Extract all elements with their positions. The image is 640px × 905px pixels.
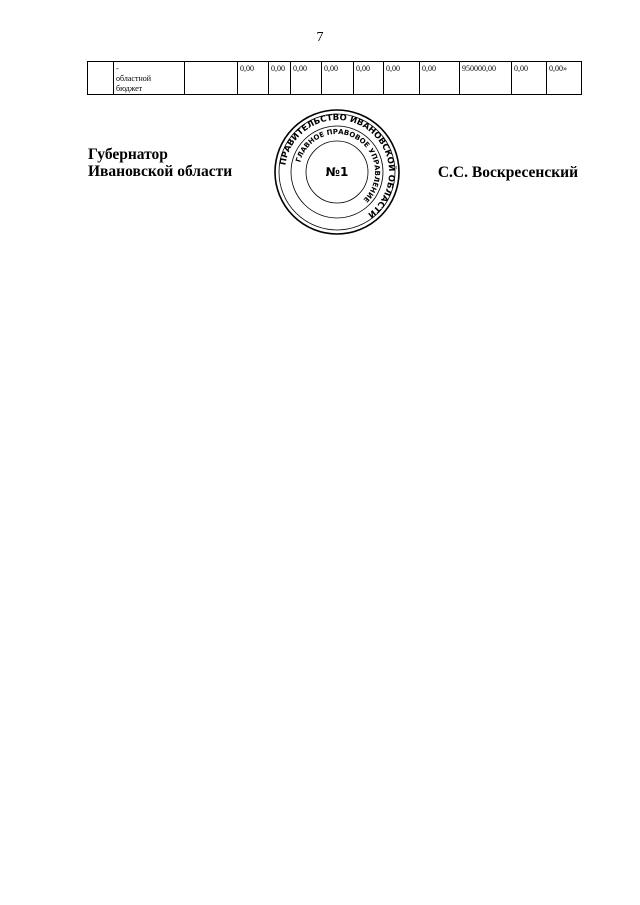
budget-table [87, 61, 582, 95]
table-cell-value: 0,00 [420, 62, 460, 95]
table-cell-value: 0,00 [291, 62, 322, 95]
table-cell-value: 950000,00 [460, 62, 512, 95]
official-seal [272, 107, 402, 237]
table-cell-value: 0,00 [238, 62, 269, 95]
table-row [88, 62, 582, 95]
signature-title [88, 146, 232, 180]
label-dash: - [116, 64, 119, 73]
seal-center-text: №1 [325, 165, 349, 179]
table-cell-value: 0,00 [512, 62, 547, 95]
table-cell-value: 0,00» [547, 62, 582, 95]
label-word-1: областной [116, 74, 152, 83]
seal-inner-text: ГЛАВНОЕ ПРАВОВОЕ УПРАВЛЕНИЕ [294, 127, 382, 204]
signature-name: С.С. Воскресенский [437, 164, 578, 181]
signature-title-line-2: Ивановской области [88, 163, 233, 180]
page-number: 7 [316, 30, 324, 45]
seal-outer-text: ПРАВИТЕЛЬСТВО ИВАНОВСКОЙ ОБЛАСТИ [278, 112, 397, 220]
table-cell-label [114, 62, 185, 95]
table-cell-value: 0,00 [384, 62, 420, 95]
table-cell-empty [185, 62, 238, 95]
table-cell-value: 0,00 [322, 62, 354, 95]
signature-title-line-1: Губернатор [88, 146, 168, 163]
label-word-2: бюджет [116, 84, 143, 93]
table-cell-value: 0,00 [354, 62, 384, 95]
table-cell-value: 0,00 [269, 62, 291, 95]
table-cell-empty [88, 62, 114, 95]
